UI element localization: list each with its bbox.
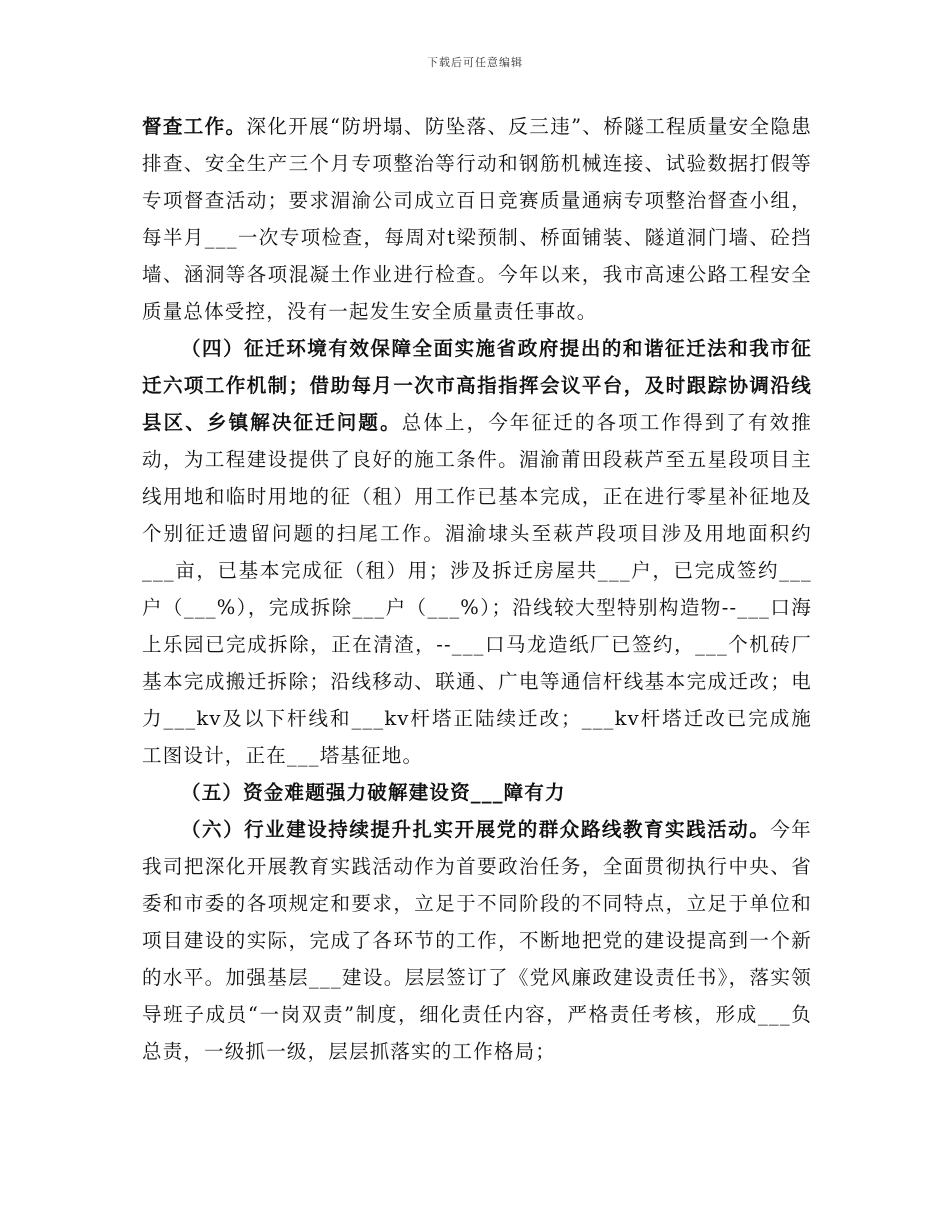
paragraph-supervision: [142, 108, 812, 330]
page-header: 下载后可任意编辑: [427, 56, 523, 69]
paragraph-section-4: [142, 330, 812, 774]
paragraph-text: 总体上，今年征迁的各项工作得到了有效推动，为工程建设提供了良好的施工条件。湄渝莆田段萩芦至五星段项目主线用地和临时用地的征（租）用工作已基本完成，正在进行零星补征地及个别征迁遗留问题的扫尾工作。湄渝埭头至萩芦段项目涉及用地面积约___亩，已基本完成征（租）用；涉及拆迁房屋共___户，已完成签约___户（___%），完成拆除___户（___%）；沿线较大型特别构造物--___口海上乐园已完成拆除，正在清渣，--___口马龙造纸厂已签约，___个机砖厂基本完成搬迁拆除；沿线移动、联通、广电等通信杆线基本完成迁改；电力___kv及以下杆线和___kv杆塔正陆续迁改；___kv杆塔迁改已完成施工图设计，正在___塔基征地。: [142, 411, 812, 767]
paragraph-heading: 督查工作。: [142, 115, 247, 138]
document-body: [142, 108, 812, 1070]
paragraph-text: 深化开展“防坍塌、防坠落、反三违”、桥隧工程质量安全隐患排查、安全生产三个月专项整治等行动和钢筋机械连接、试验数据打假等专项督查活动；要求湄渝公司成立百日竞赛质量通病专项整治督查小组，每半月___一次专项检查，每周对t梁预制、桥面铺装、隧道洞门墙、砼挡墙、涵洞等各项混凝土作业进行检查。今年以来，我市高速公路工程安全质量总体受控，没有一起发生安全质量责任事故。: [142, 115, 812, 323]
paragraph-section-5: [142, 774, 812, 811]
paragraph-section-6: [142, 811, 812, 1070]
section-heading-4: （四）征迁环境有效保障全面实施省政府提出的和谐征迁法和我市征迁六项工作机制；借助每月一次市高指指挥会议平台，及时跟踪协调沿线县区、乡镇解决征迁问题。: [142, 337, 812, 434]
section-heading-6: （六）行业建设持续提升扎实开展党的群众路线教育实践活动。: [181, 818, 771, 841]
section-heading-5: （五）资金难题强力破解建设资___障有力: [181, 781, 566, 804]
paragraph-text: 今年我司把深化开展教育实践活动作为首要政治任务，全面贯彻执行中央、省委和市委的各项规定和要求，立足于不同阶段的不同特点，立足于单位和项目建设的实际，完成了各环节的工作，不断地把党的建设提高到一个新的水平。加强基层___建设。层层签订了《党风廉政建设责任书》，落实领导班子成员“一岗双责”制度，细化责任内容，严格责任考核，形成___负总责，一级抓一级，层层抓落实的工作格局；: [142, 818, 812, 1063]
